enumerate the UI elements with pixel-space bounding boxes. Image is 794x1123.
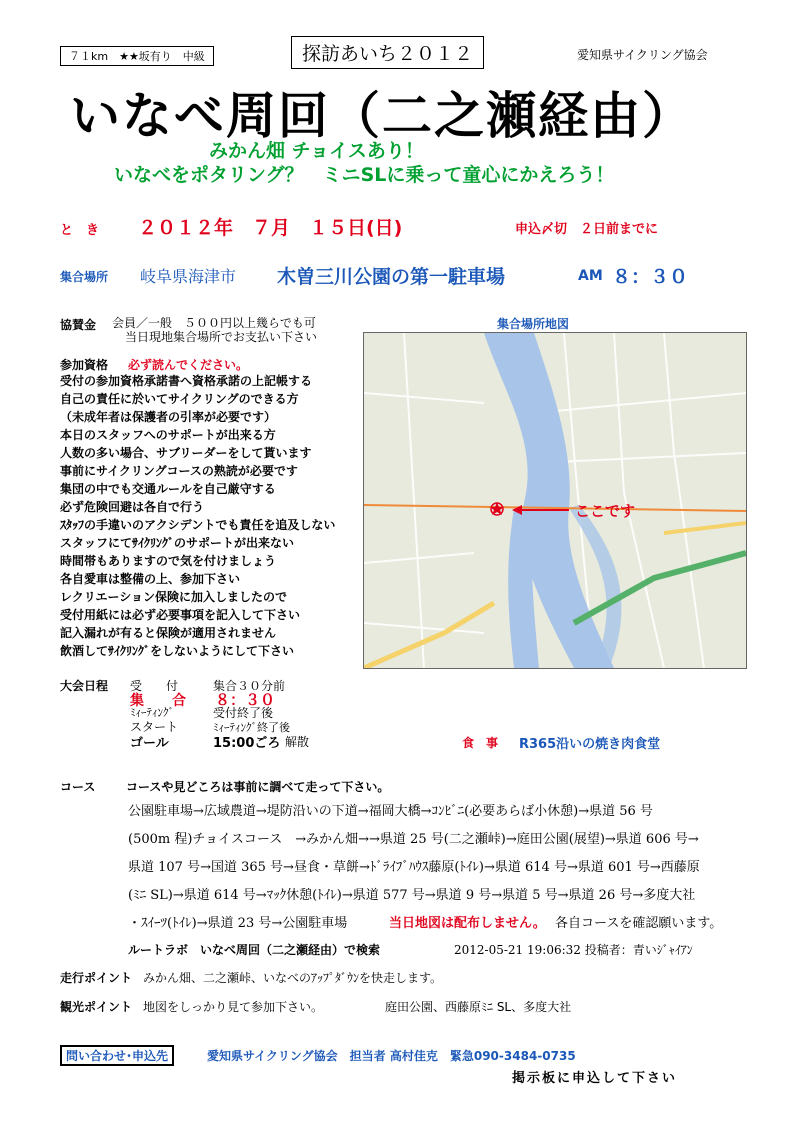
must-read: 必ず読んでください。 xyxy=(128,358,249,372)
meeting-session-time: 受付終了後 xyxy=(213,706,274,720)
meeting-session-label: ﾐｨｰﾃｨﾝｸﾞ xyxy=(130,706,174,719)
here-label: ここです xyxy=(575,502,636,520)
course-label: コース xyxy=(60,780,96,794)
sight-point-label: 観光ポイント xyxy=(60,1000,133,1014)
list-item: スタッフにてｻｲｸﾘﾝｸﾞのサポートが出来ない xyxy=(60,536,295,550)
sight-point-text-1: 地図をしっかり見て参加下さい。 xyxy=(143,1000,324,1014)
goal-time: 15:00ごろ xyxy=(213,736,281,751)
list-item: 飲酒してｻｲｸﾘﾝｸﾞをしないようにして下さい xyxy=(60,644,295,658)
list-item: レクリエーション保険に加入しましたので xyxy=(60,590,288,604)
deadline: 申込〆切 ２日前までに xyxy=(515,222,659,237)
page-title: いなべ周回（二之瀬経由） xyxy=(70,87,694,145)
subtitle-1: みかん畑 チョイスあり！ xyxy=(209,140,424,162)
list-item: 人数の多い場合、サブリーダーをして貰います xyxy=(60,446,312,460)
list-item: 必ず危険回避は各自で行う xyxy=(60,500,205,514)
map-caption: 集合場所地図 xyxy=(497,317,570,331)
goal-label: ゴール xyxy=(130,736,169,751)
schedule-label: 大会日程 xyxy=(60,679,109,693)
gather-label: 集 合 xyxy=(130,693,186,709)
list-item: 本日のスタッフへのサポートが出来る方 xyxy=(60,428,276,442)
organizer: 愛知県サイクリング協会 xyxy=(577,48,708,62)
event-date: ２０１２年 ７月 １５日(日) xyxy=(138,217,403,239)
qualification-label: 参加資格 xyxy=(60,358,109,372)
course-confirm: 各自コースを確認願います。 xyxy=(555,916,723,931)
list-item: 自己の責任に於いてサイクリングのできる方 xyxy=(60,392,299,406)
list-item: 時間帯もありますので気を付けましょう xyxy=(60,554,277,568)
course-line: 公園駐車場→広域農道→堤防沿いの下道→福岡大橋→ｺﾝﾋﾞﾆ(必要あらば小休憩)→県道 56 号 xyxy=(128,804,653,819)
posted-info: 2012-05-21 19:06:32 投稿者：青いｼﾞｬｲｱﾝ xyxy=(454,943,693,957)
fee-line-2: 当日現地集合場所でお支払い下さい xyxy=(125,330,318,344)
meal-label: 食 事 xyxy=(462,736,499,750)
meeting-map xyxy=(363,332,747,669)
reception-label: 受 付 xyxy=(130,679,179,693)
meeting-am: AM xyxy=(578,268,603,284)
board-notice: 掲示板に申込して下さい xyxy=(512,1071,678,1086)
goal-suffix: 解散 xyxy=(285,735,310,749)
when-label: と き xyxy=(60,223,100,238)
list-item: 受付の参加資格承諾書へ資格承諾の上記帳する xyxy=(60,374,313,388)
qualification-list xyxy=(60,372,335,660)
course-line: 県道 107 号→国道 365 号→昼食・草餅→ﾄﾞﾗｲﾌﾞﾊｳｽ藤原(ﾄｲﾚ)→県道 614 号→県道 601 号→西藤原 xyxy=(128,860,700,875)
ride-point-label: 走行ポイント xyxy=(60,971,133,985)
fee-line-1: 会員／一般 ５００円以上幾らでも可 xyxy=(112,316,316,330)
course-line: (500m 程)チョイスコース →みかん畑→→県道 25 号(二之瀬峠)→庭田公園(展望)→県道 606 号→ xyxy=(128,832,699,847)
list-item: （未成年者は保護者の引率が必要です） xyxy=(60,410,277,424)
course-intro: コースや見どころは事前に調べて走って下さい。 xyxy=(126,780,390,794)
meeting-city: 岐阜県海津市 xyxy=(140,267,237,286)
list-item: ｽﾀｯﾌの手違いのアクシデントでも責任を追及しない xyxy=(60,518,336,532)
level-badge: ７１km ★★坂有り 中級 xyxy=(60,46,214,66)
subtitle-2: いなべをポタリング？ ミニSLに乗って童心にかえろう！ xyxy=(114,164,615,186)
course-line: ・ｽｲｰﾂ(ﾄｲﾚ)→県道 23 号→公園駐車場 xyxy=(128,916,348,931)
contact-info: 愛知県サイクリング協会 担当者 高村佳克 緊急090-3484-0735 xyxy=(207,1049,576,1063)
course-line: (ﾐﾆ SL)→県道 614 号→ﾏｯｸ休憩(ﾄｲﾚ)→県道 577 号→県道 9 号→県道 5 号→県道 26 号→多度大社 xyxy=(128,888,696,903)
map-graphic xyxy=(364,333,746,668)
no-map-notice: 当日地図は配布しません。 xyxy=(389,916,546,931)
list-item: 受付用紙には必ず必要事項を記入して下さい xyxy=(60,608,301,622)
start-time: ﾐｨｰﾃｨﾝｸﾞ終了後 xyxy=(213,721,290,734)
meeting-time: ８：３０ xyxy=(612,266,689,288)
fee-label: 協賛金 xyxy=(60,318,97,332)
reception-time: 集合３０分前 xyxy=(213,679,286,693)
route-search: ルートラボ いなべ周回（二之瀬経由）で検索 xyxy=(128,943,381,957)
list-item: 各自愛車は整備の上、参加下さい xyxy=(60,572,241,586)
sight-point-text-2: 庭田公園、西藤原ﾐﾆ SL、多度大社 xyxy=(385,1000,572,1014)
meeting-place: 木曽三川公園の第一駐車場 xyxy=(277,266,506,288)
list-item: 集団の中でも交通ルールを自己厳守する xyxy=(60,482,276,496)
gather-time: ８：３０ xyxy=(215,691,276,709)
series-title: 探訪あいち２０１２ xyxy=(291,36,484,69)
meeting-label: 集合場所 xyxy=(60,270,109,284)
list-item: 事前にサイクリングコースの熟読が必要です xyxy=(60,464,298,478)
meal-text: R365沿いの焼き肉食堂 xyxy=(519,737,661,752)
ride-point-text: みかん畑、二之瀬峠、いなべのｱｯﾌﾟﾀﾞｳﾝを快走します。 xyxy=(143,971,443,985)
start-label: スタート xyxy=(130,720,179,734)
list-item: 記入漏れが有ると保険が適用されません xyxy=(60,626,277,640)
contact-label: 問い合わせ･申込先 xyxy=(60,1045,174,1066)
